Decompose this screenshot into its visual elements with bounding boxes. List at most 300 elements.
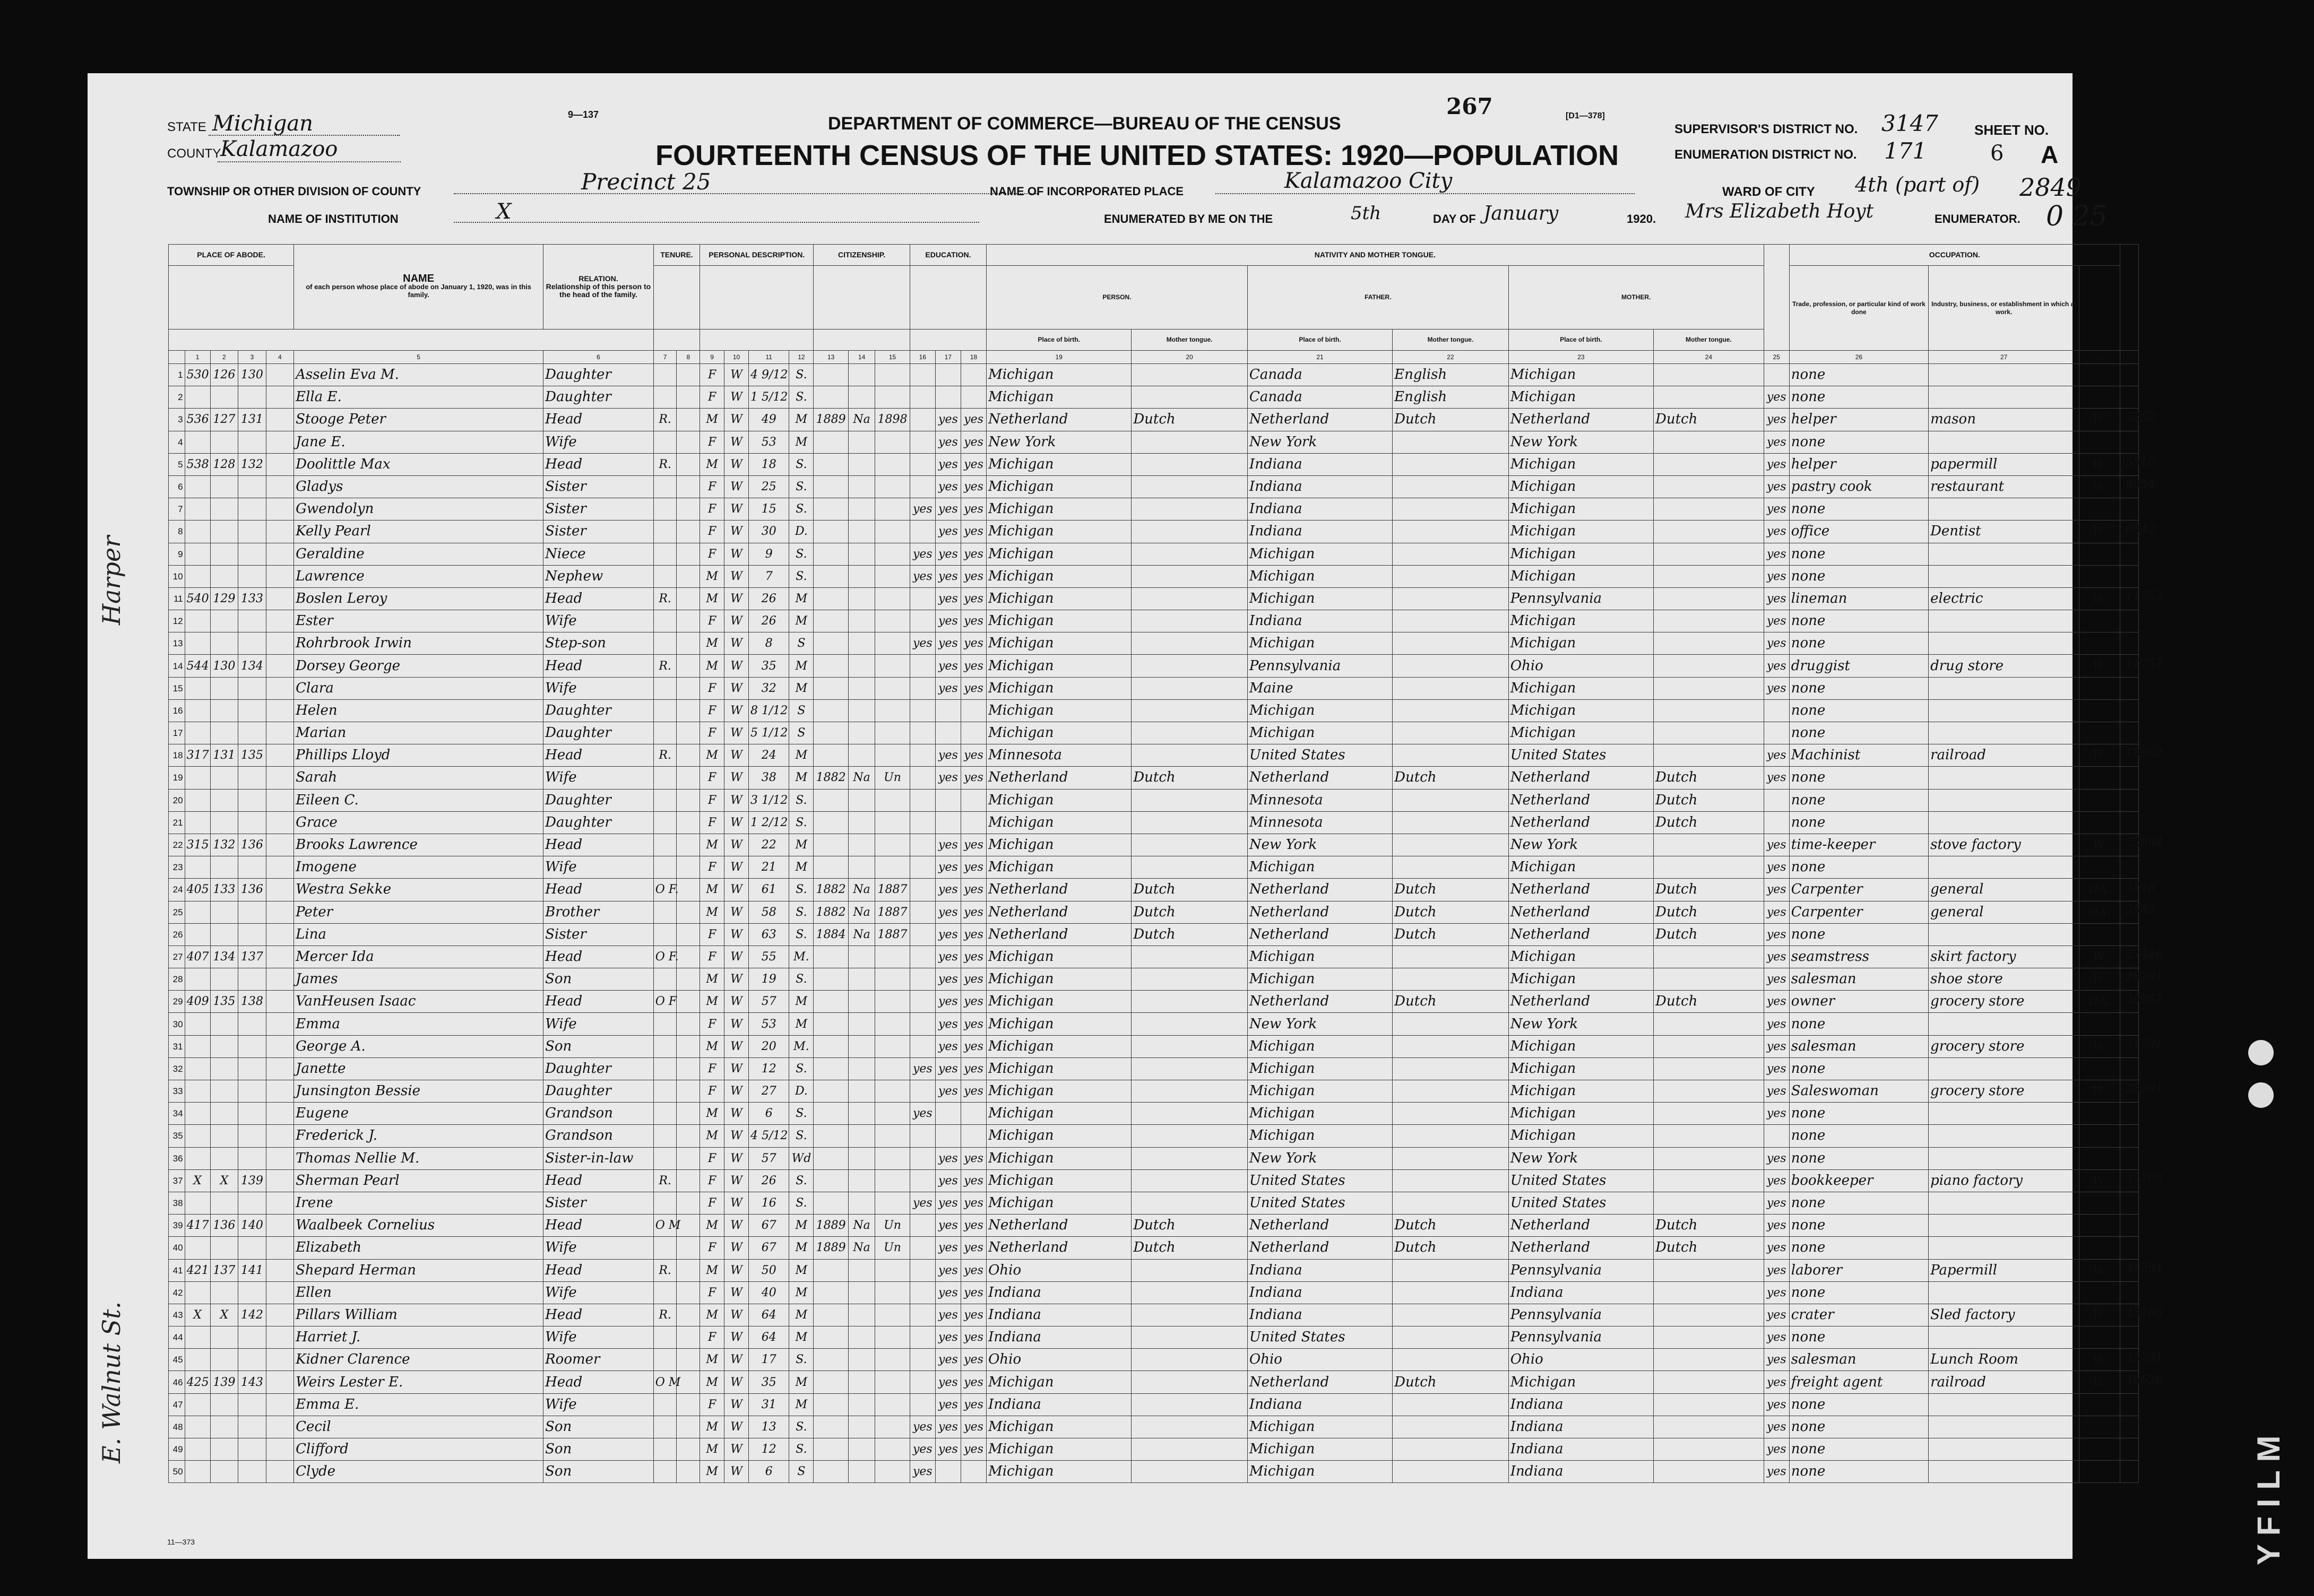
- dwelling-number: [210, 1013, 238, 1035]
- person-name: Emma E.: [294, 1393, 543, 1416]
- father-tongue: [1393, 1192, 1509, 1214]
- sex: F: [700, 610, 724, 632]
- relation: Head: [543, 1304, 654, 1326]
- dwelling-number: [210, 1416, 238, 1438]
- right-margin-code: 14757: [2126, 657, 2163, 671]
- table-row: [169, 1304, 2139, 1326]
- immigration-year: [814, 811, 849, 834]
- worker-class: [2079, 789, 2120, 811]
- house-number: [185, 1416, 210, 1438]
- person-name: Lawrence: [294, 565, 543, 587]
- tenure-owned: [653, 1416, 677, 1438]
- table-row: [169, 856, 2139, 879]
- farm-schedule: [2120, 1192, 2138, 1214]
- race: W: [724, 834, 749, 856]
- naturalization-year: [875, 1304, 910, 1326]
- immigration-year: 1882: [814, 767, 849, 789]
- birthplace: Michigan: [987, 1169, 1132, 1192]
- relation: Son: [543, 968, 654, 991]
- age: 50: [748, 1259, 789, 1281]
- naturalized: [848, 655, 875, 677]
- house-number: 409: [185, 991, 210, 1013]
- state-value: Michigan: [212, 111, 313, 136]
- marital-status: S.: [789, 879, 814, 901]
- dwelling-number: [210, 968, 238, 991]
- street-blank: [266, 1371, 294, 1393]
- tenure-mortgage: [677, 1349, 700, 1371]
- mother-birthplace: Michigan: [1508, 722, 1653, 744]
- family-number: [238, 386, 266, 409]
- mother-mother-tongue: [1653, 521, 1764, 543]
- speaks-english: yes: [1764, 498, 1789, 521]
- family-number: 133: [238, 587, 266, 610]
- tenure-owned: [653, 1461, 677, 1483]
- birthplace: Michigan: [987, 968, 1132, 991]
- industry: general: [1929, 879, 2079, 901]
- header-mother-pob: Place of birth.: [1508, 329, 1653, 351]
- supervisor-label: SUPERVISOR'S DISTRICT NO.: [1674, 122, 1858, 136]
- table-row: [169, 1169, 2139, 1192]
- can-read: yes: [935, 1057, 961, 1080]
- race: W: [724, 498, 749, 521]
- immigration-year: [814, 1461, 849, 1483]
- age: 27: [748, 1080, 789, 1103]
- father-birthplace: Indiana: [1247, 1259, 1392, 1281]
- naturalization-year: [875, 498, 910, 521]
- person-name: Weirs Lester E.: [294, 1371, 543, 1393]
- worker-class: W.: [2079, 968, 2120, 991]
- attended-school: [910, 879, 935, 901]
- house-number: [185, 565, 210, 587]
- attended-school: [910, 923, 935, 946]
- family-number: [238, 1147, 266, 1169]
- line-number: 45: [169, 1349, 185, 1371]
- farm-schedule: [2120, 364, 2138, 386]
- can-write: yes: [961, 1215, 986, 1237]
- mother-birthplace: Pennsylvania: [1508, 587, 1653, 610]
- person-name: Clara: [294, 677, 543, 699]
- age: 30: [748, 521, 789, 543]
- table-row: [169, 1103, 2139, 1125]
- mother-mother-tongue: [1653, 1013, 1764, 1035]
- tenure-mortgage: [677, 856, 700, 879]
- can-write: yes: [961, 587, 986, 610]
- can-read: yes: [935, 1215, 961, 1237]
- tenure-mortgage: [677, 498, 700, 521]
- street-blank: [266, 453, 294, 475]
- mother-birthplace: Michigan: [1508, 565, 1653, 587]
- table-row: [169, 498, 2139, 521]
- tenure-mortgage: [677, 923, 700, 946]
- mother-tongue: [1132, 1080, 1248, 1103]
- form-code: [D1—378]: [1566, 111, 1605, 120]
- tenure-owned: [653, 610, 677, 632]
- can-read: yes: [935, 655, 961, 677]
- street-blank: [266, 1326, 294, 1349]
- sex: F: [700, 722, 724, 744]
- table-row: [169, 409, 2139, 431]
- mother-mother-tongue: [1653, 1125, 1764, 1147]
- can-write: yes: [961, 744, 986, 767]
- naturalization-year: [875, 386, 910, 409]
- worker-class: [2079, 1281, 2120, 1304]
- right-margin-code: 3252: [2126, 411, 2155, 424]
- industry: Sled factory: [1929, 1304, 2079, 1326]
- birthplace: Michigan: [987, 498, 1132, 521]
- mother-mother-tongue: [1653, 1304, 1764, 1326]
- race: W: [724, 923, 749, 946]
- mother-tongue: [1132, 946, 1248, 968]
- family-number: [238, 699, 266, 722]
- immigration-year: [814, 1169, 849, 1192]
- tenure-owned: [653, 767, 677, 789]
- table-row: [169, 1438, 2139, 1461]
- naturalization-year: [875, 811, 910, 834]
- tenure-mortgage: [677, 409, 700, 431]
- can-write: yes: [961, 1438, 986, 1461]
- attended-school: [910, 1281, 935, 1304]
- street-blank: [266, 1237, 294, 1259]
- relation: Head: [543, 655, 654, 677]
- immigration-year: [814, 699, 849, 722]
- can-read: yes: [935, 587, 961, 610]
- speaks-english: yes: [1764, 1259, 1789, 1281]
- tenure-mortgage: [677, 901, 700, 923]
- can-write: yes: [961, 1281, 986, 1304]
- family-number: [238, 1125, 266, 1147]
- naturalized: [848, 789, 875, 811]
- immigration-year: [814, 521, 849, 543]
- occupation: none: [1789, 498, 1928, 521]
- line-number: 43: [169, 1304, 185, 1326]
- table-row: [169, 1125, 2139, 1147]
- can-write: yes: [961, 475, 986, 498]
- marital-status: S.: [789, 364, 814, 386]
- industry: [1929, 632, 2079, 655]
- age: 17: [748, 1349, 789, 1371]
- industry: [1929, 1461, 2079, 1483]
- family-number: 136: [238, 879, 266, 901]
- worker-class: W.: [2079, 1349, 2120, 1371]
- family-number: [238, 789, 266, 811]
- tenure-owned: [653, 1147, 677, 1169]
- tenure-owned: [653, 677, 677, 699]
- can-read: yes: [935, 946, 961, 968]
- mother-tongue: Dutch: [1132, 1215, 1248, 1237]
- marital-status: M: [789, 1237, 814, 1259]
- attended-school: [910, 1035, 935, 1057]
- speaks-english: yes: [1764, 1304, 1789, 1326]
- occupation: Carpenter: [1789, 879, 1928, 901]
- family-number: [238, 1080, 266, 1103]
- street-blank: [266, 1080, 294, 1103]
- can-read: yes: [935, 856, 961, 879]
- father-tongue: English: [1393, 386, 1509, 409]
- naturalized: Na: [848, 1215, 875, 1237]
- birthplace: Netherland: [987, 1215, 1132, 1237]
- line-number: 19: [169, 767, 185, 789]
- worker-class: [2079, 632, 2120, 655]
- column-number: 1: [185, 351, 210, 364]
- line-number: 15: [169, 677, 185, 699]
- dwelling-number: [210, 789, 238, 811]
- family-number: [238, 565, 266, 587]
- person-name: Ester: [294, 610, 543, 632]
- industry: [1929, 1125, 2079, 1147]
- sex: F: [700, 699, 724, 722]
- immigration-year: 1889: [814, 409, 849, 431]
- table-row: [169, 475, 2139, 498]
- occupation: none: [1789, 1192, 1928, 1214]
- industry: [1929, 722, 2079, 744]
- occupation: none: [1789, 856, 1928, 879]
- race: W: [724, 1416, 749, 1438]
- attended-school: [910, 1080, 935, 1103]
- farm-schedule: [2120, 1416, 2138, 1438]
- mother-tongue: [1132, 655, 1248, 677]
- dwelling-number: 126: [210, 364, 238, 386]
- mother-mother-tongue: Dutch: [1653, 767, 1764, 789]
- father-birthplace: Netherland: [1247, 879, 1392, 901]
- sex: F: [700, 521, 724, 543]
- can-write: yes: [961, 409, 986, 431]
- age: 19: [748, 968, 789, 991]
- street-blank: [266, 409, 294, 431]
- speaks-english: yes: [1764, 1035, 1789, 1057]
- relation: Daughter: [543, 789, 654, 811]
- person-name: Lina: [294, 923, 543, 946]
- birthplace: Michigan: [987, 475, 1132, 498]
- father-tongue: [1393, 1125, 1509, 1147]
- speaks-english: yes: [1764, 1057, 1789, 1080]
- speaks-english: yes: [1764, 901, 1789, 923]
- father-birthplace: Michigan: [1247, 1057, 1392, 1080]
- can-write: yes: [961, 498, 986, 521]
- column-number: 25: [1764, 351, 1789, 364]
- immigration-year: [814, 789, 849, 811]
- marital-status: M: [789, 991, 814, 1013]
- tenure-owned: [653, 1013, 677, 1035]
- father-birthplace: Michigan: [1247, 722, 1392, 744]
- abode-subheaders: [169, 266, 294, 329]
- tenure-mortgage: [677, 565, 700, 587]
- mother-mother-tongue: [1653, 543, 1764, 565]
- speaks-english: yes: [1764, 521, 1789, 543]
- sex: M: [700, 565, 724, 587]
- sex: F: [700, 1057, 724, 1080]
- father-tongue: [1393, 1080, 1509, 1103]
- house-number: [185, 677, 210, 699]
- house-number: [185, 1461, 210, 1483]
- tenure-owned: [653, 475, 677, 498]
- dwelling-number: [210, 1461, 238, 1483]
- column-number: [169, 351, 185, 364]
- street-blank: [266, 1103, 294, 1125]
- mother-birthplace: Pennsylvania: [1508, 1326, 1653, 1349]
- naturalization-year: [875, 677, 910, 699]
- industry: [1929, 923, 2079, 946]
- right-margin-code: 11552: [2126, 590, 2163, 603]
- family-number: 136: [238, 834, 266, 856]
- table-row: [169, 923, 2139, 946]
- tenure-mortgage: [677, 991, 700, 1013]
- birthplace: Michigan: [987, 1125, 1132, 1147]
- naturalization-year: [875, 1192, 910, 1214]
- worker-class: [2079, 565, 2120, 587]
- mother-tongue: [1132, 834, 1248, 856]
- attended-school: yes: [910, 565, 935, 587]
- stamp-number: 2849: [2019, 173, 2082, 202]
- speaks-english: yes: [1764, 610, 1789, 632]
- age: 26: [748, 610, 789, 632]
- can-read: yes: [935, 1371, 961, 1393]
- naturalized: [848, 1057, 875, 1080]
- age: 64: [748, 1326, 789, 1349]
- person-name: Pillars William: [294, 1304, 543, 1326]
- tenure-owned: [653, 565, 677, 587]
- relation: Nephew: [543, 565, 654, 587]
- marital-status: M: [789, 610, 814, 632]
- can-write: yes: [961, 1371, 986, 1393]
- mother-birthplace: Ohio: [1508, 1349, 1653, 1371]
- can-write: yes: [961, 968, 986, 991]
- birthplace: Michigan: [987, 699, 1132, 722]
- group-nativity: NATIVITY AND MOTHER TONGUE.: [987, 245, 1764, 266]
- father-birthplace: United States: [1247, 1192, 1392, 1214]
- person-name: Doolittle Max: [294, 453, 543, 475]
- header-tongue: Mother tongue.: [1132, 329, 1248, 351]
- relation: Head: [543, 946, 654, 968]
- street-blank: [266, 946, 294, 968]
- can-write: yes: [961, 1304, 986, 1326]
- street-blank: [266, 610, 294, 632]
- naturalized: [848, 722, 875, 744]
- immigration-year: [814, 475, 849, 498]
- dwelling-number: [210, 1192, 238, 1214]
- age: 18: [748, 453, 789, 475]
- attended-school: [910, 587, 935, 610]
- marital-status: S: [789, 699, 814, 722]
- street-blank: [266, 722, 294, 744]
- occupation: none: [1789, 1013, 1928, 1035]
- right-margin-code: 33791: [2126, 1082, 2163, 1096]
- group-occupation: OCCUPATION.: [1789, 245, 2120, 266]
- naturalization-year: [875, 968, 910, 991]
- speaks-english: yes: [1764, 1416, 1789, 1438]
- birthplace: Michigan: [987, 1103, 1132, 1125]
- can-write: yes: [961, 1237, 986, 1259]
- attended-school: [910, 1326, 935, 1349]
- mother-tongue: [1132, 543, 1248, 565]
- can-write: yes: [961, 879, 986, 901]
- immigration-year: [814, 1080, 849, 1103]
- age: 61: [748, 879, 789, 901]
- house-number: 536: [185, 409, 210, 431]
- street-blank: [266, 655, 294, 677]
- mother-mother-tongue: [1653, 722, 1764, 744]
- street-blank: [266, 901, 294, 923]
- street-blank: [266, 1281, 294, 1304]
- father-birthplace: Michigan: [1247, 1080, 1392, 1103]
- sex: F: [700, 543, 724, 565]
- house-number: [185, 856, 210, 879]
- can-read: yes: [935, 744, 961, 767]
- right-margin-code: 6954: [2126, 478, 2155, 491]
- worker-class: OA.: [2079, 991, 2120, 1013]
- farm-schedule: [2120, 632, 2138, 655]
- dwelling-number: [210, 1147, 238, 1169]
- can-read: yes: [935, 1169, 961, 1192]
- age: 8: [748, 632, 789, 655]
- house-number: [185, 1013, 210, 1035]
- dwelling-number: [210, 475, 238, 498]
- age: 6: [748, 1461, 789, 1483]
- speaks-english: yes: [1764, 475, 1789, 498]
- mother-tongue: [1132, 431, 1248, 453]
- speaks-english: yes: [1764, 1013, 1789, 1035]
- industry: shoe store: [1929, 968, 2079, 991]
- person-name: Asselin Eva M.: [294, 364, 543, 386]
- naturalization-year: [875, 475, 910, 498]
- tenure-mortgage: [677, 1304, 700, 1326]
- tenure-owned: [653, 431, 677, 453]
- house-number: [185, 1349, 210, 1371]
- attended-school: yes: [910, 543, 935, 565]
- relation: Wife: [543, 856, 654, 879]
- mother-mother-tongue: [1653, 1259, 1764, 1281]
- industry: Dentist: [1929, 521, 2079, 543]
- subgroup-person: PERSON.: [987, 266, 1248, 329]
- naturalized: [848, 1281, 875, 1304]
- table-row: [169, 386, 2139, 409]
- father-tongue: Dutch: [1393, 1371, 1509, 1393]
- relation: Sister: [543, 521, 654, 543]
- birthplace: Netherland: [987, 409, 1132, 431]
- family-number: [238, 901, 266, 923]
- age: 5 1/12: [748, 722, 789, 744]
- attended-school: [910, 811, 935, 834]
- attended-school: [910, 946, 935, 968]
- occupation: freight agent: [1789, 1371, 1928, 1393]
- father-birthplace: New York: [1247, 1147, 1392, 1169]
- speaks-english: yes: [1764, 409, 1789, 431]
- immigration-year: [814, 1013, 849, 1035]
- can-write: yes: [961, 610, 986, 632]
- age: 13: [748, 1416, 789, 1438]
- relation: Head: [543, 1259, 654, 1281]
- immigration-year: [814, 543, 849, 565]
- house-number: [185, 498, 210, 521]
- immigration-year: [814, 632, 849, 655]
- tenure-owned: R.: [653, 744, 677, 767]
- column-number: 13: [814, 351, 849, 364]
- sex: M: [700, 744, 724, 767]
- tenure-mortgage: [677, 767, 700, 789]
- dwelling-number: [210, 1035, 238, 1057]
- father-birthplace: Michigan: [1247, 1438, 1392, 1461]
- tenure-owned: [653, 1080, 677, 1103]
- naturalization-year: [875, 744, 910, 767]
- birthplace: Michigan: [987, 1192, 1132, 1214]
- immigration-year: [814, 1371, 849, 1393]
- dwelling-number: [210, 565, 238, 587]
- farm-schedule: [2120, 1281, 2138, 1304]
- naturalized: [848, 587, 875, 610]
- column-number: 10: [724, 351, 749, 364]
- age: 20: [748, 1035, 789, 1057]
- enumerated-month: January: [1483, 203, 1559, 224]
- mother-tongue: [1132, 968, 1248, 991]
